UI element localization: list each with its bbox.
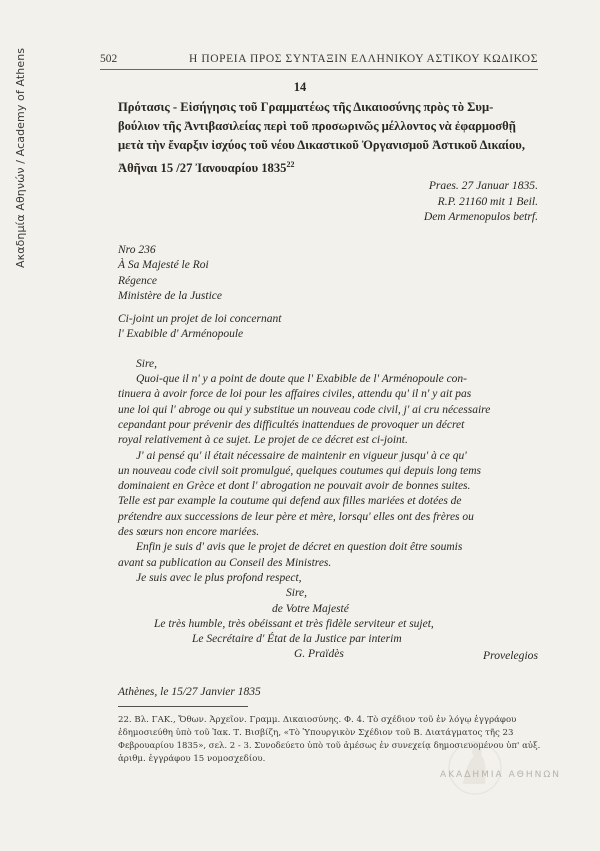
paragraph-line: royal relativement à ce sujet. Le projet de ce décret est ci-joint. xyxy=(118,434,408,447)
address-line: Nro 236 xyxy=(118,244,156,256)
address-line: Régence xyxy=(118,274,157,287)
academy-seal-watermark xyxy=(405,738,545,798)
paragraph-line: J' ai pensé qu' il était nécessaire de maintenir en vigueur jusqu' à ce qu' xyxy=(136,449,467,462)
paragraph-line: Quoi-que il n' y a point de doute que l' Exabible de l' Arménopoule con- xyxy=(136,373,468,386)
page-number: 502 xyxy=(100,53,118,65)
heading-line-date xyxy=(118,155,538,178)
archive-stamp: Ακαδημία Αθηνών / Academy of Athens xyxy=(14,47,27,268)
footnote-line: Φεβρουαρίου 1835», σελ. 2 - 3. Συνοδεύετο ὑπὸ τοῦ ἀμέσως ἐν συνεχείᾳ δημοσιευομένου ὑπ' αὐξ. xyxy=(118,741,541,751)
receipt-line: Praes. 27 Januar 1835. xyxy=(428,179,538,192)
header-rule xyxy=(100,69,538,70)
heading-date-text: Ἀθῆναι 15 /27 Ἰανουαρίου 1835 xyxy=(118,161,287,176)
footnote-line: 22. Βλ. ΓΑΚ., Ὄθων. Ἀρχεῖον. Γραμμ. Δικαιοσύνης. Φ. 4. Τὸ σχέδιον τοῦ ἐν λόγῳ ἐγγράφου xyxy=(118,715,517,725)
signature-majesty: de Votre Majesté xyxy=(272,602,349,615)
document-heading xyxy=(118,98,538,178)
heading-line: μετὰ τὴν ἔναρξιν ἰσχύος τοῦ νέου Δικαστικοῦ Ὀργανισμοῦ Ἀστικοῦ Δικαίου, xyxy=(118,138,525,152)
receipt-line: R.P. 21160 mit 1 Beil. xyxy=(437,194,538,208)
paragraph-line: une loi qui l' abroge ou qui y substitue un nouveau code civil, j' ai cru nécessaire xyxy=(118,403,491,416)
paragraph-line: tinuera à avoir force de loi pour les affaires civiles, attendu qu' il n' y ait pas xyxy=(118,388,472,401)
enclosure-line: l' Exabible d' Arménopoule xyxy=(118,328,244,341)
closing-line: Je suis avec le plus profond respect, xyxy=(136,571,302,584)
receipt-line: Dem Armenopulos betrf. xyxy=(423,210,538,223)
heading-line: βούλιον τῆς Ἀντιβασιλείας περὶ τοῦ προσωρινῶς μέλλοντος νὰ ἐφαρμοσθῇ xyxy=(118,119,516,133)
address-line: À Sa Majesté le Roi xyxy=(118,259,209,272)
provelegios-note: Provelegios xyxy=(483,649,538,662)
paragraph-line: avant sa publication au Conseil des Ministres. xyxy=(118,556,332,569)
heading-line: Πρότασις - Εἰσήγησις τοῦ Γραμματέως τῆς Δικαιοσύνης πρὸς τὸ Συμ- xyxy=(118,100,494,114)
footnote-line: ἀριθμ. ἐγγράφου 15 νομοσχεδίου. xyxy=(118,754,266,764)
running-head-title: Η ΠΟΡΕΙΑ ΠΡΟΣ ΣΥΝΤΑΞΙΝ ΕΛΛΗΝΙΚΟΥ ΑΣΤΙΚΟΥ ΚΩΔΙΚΟΣ xyxy=(188,53,538,65)
paragraph-line: Telle est par example la coutume qui defend aux filles mariées et dotées de xyxy=(118,495,462,508)
paragraph-line: un nouveau code civil soit promulgué, quelques coutumes qui depuis long tems xyxy=(118,464,482,477)
footnote-line: ἐδημοσιεύθη ὑπὸ τοῦ Ἰακ. Τ. Βισβίζη, «Τὸ Ὑπουργικὸν Σχέδιον τοῦ Β. Διατάγματος τῆς 23 xyxy=(118,728,514,738)
paragraph-line: prétendre aux successions de leur père et mère, lorsqu' elles ont des frères ou xyxy=(118,510,474,523)
footnote-ref: 22 xyxy=(286,160,295,169)
document-number: 14 xyxy=(293,80,307,94)
watermark-text: ΑΚΑΔΗΜΙΑ ΑΘΗΝΩΝ xyxy=(440,770,561,780)
signature-humble: Le très humble, très obéissant et très fidèle serviteur et sujet, xyxy=(154,617,434,630)
signature-secretary: Le Secrétaire d' État de la Justice par interim xyxy=(192,633,402,646)
enclosure-line: Ci-joint un projet de loi concernant xyxy=(118,313,282,326)
salutation: Sire, xyxy=(136,357,157,370)
signature-sire: Sire, xyxy=(286,587,307,600)
running-head xyxy=(100,53,538,65)
paragraph-line: des sœurs non encore mariées. xyxy=(118,526,260,539)
receipt-note xyxy=(424,178,538,225)
paragraph-line: Enfin je suis d' avis que le projet de décret en question doit être soumis xyxy=(136,541,463,554)
footnote-rule xyxy=(118,706,248,707)
signature-name: G. Praïdès xyxy=(294,648,344,661)
paragraph-line: dominaient en Grèce et dont l' abrogation ne pouvait avoir de bonnes suites. xyxy=(118,480,471,493)
paragraph-line: cepandant pour prévenir des difficultés inattendues de provoquer un décret xyxy=(118,418,465,431)
letter-body xyxy=(118,243,538,700)
address-line: Ministère de la Justice xyxy=(118,289,222,302)
date-line: Athènes, le 15/27 Janvier 1835 xyxy=(118,685,261,698)
